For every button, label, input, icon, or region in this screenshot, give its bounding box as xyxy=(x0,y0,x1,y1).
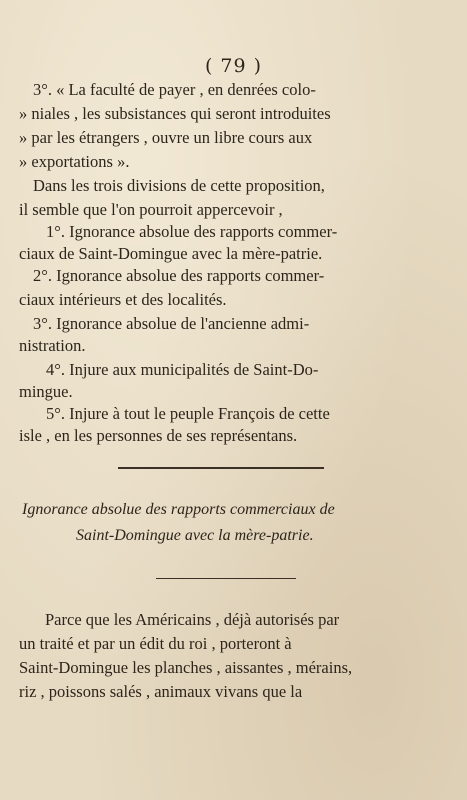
text-line: Saint-Domingue les planches , aissantes , mérains, xyxy=(19,658,353,677)
text-line: ciaux intérieurs et des localités. xyxy=(19,290,227,309)
section-heading-line: Ignorance absolue des rapports commerciaux de xyxy=(22,501,335,518)
text-line: riz , poissons salés , animaux vivans que la xyxy=(19,682,303,701)
separator-rule xyxy=(156,578,296,579)
text-line: 4°. Injure aux municipalités de Saint-Do- xyxy=(46,360,319,379)
text-line: 3°. « La faculté de payer , en denrées colo- xyxy=(33,80,316,99)
text-line: nistration. xyxy=(19,336,86,355)
text-line: 5°. Injure à tout le peuple François de cette xyxy=(46,404,330,423)
text-line: 2°. Ignorance absolue des rapports commer- xyxy=(33,266,325,285)
text-line: » exportations ». xyxy=(19,152,130,171)
text-line: ciaux de Saint-Domingue avec la mère-patrie. xyxy=(19,244,323,263)
page-number: ( 79 ) xyxy=(204,55,263,77)
section-heading-line: Saint-Domingue avec la mère-patrie. xyxy=(76,527,314,544)
text-line: un traité et par un édit du roi , porteront à xyxy=(19,634,292,653)
text-line: 3°. Ignorance absolue de l'ancienne admi- xyxy=(33,314,310,333)
text-line: 1°. Ignorance absolue des rapports commer- xyxy=(46,222,338,241)
text-line: » par les étrangers , ouvre un libre cours aux xyxy=(19,128,313,147)
text-line: il semble que l'on pourroit appercevoir , xyxy=(19,200,283,219)
text-line: » niales , les subsistances qui seront introduites xyxy=(19,104,331,123)
text-line: isle , en les personnes de ses représentans. xyxy=(19,426,298,445)
text-line: mingue. xyxy=(19,382,73,401)
separator-rule xyxy=(118,467,324,469)
text-line: Dans les trois divisions de cette proposition, xyxy=(33,176,325,195)
text-line: Parce que les Américains , déjà autorisés par xyxy=(45,610,340,629)
